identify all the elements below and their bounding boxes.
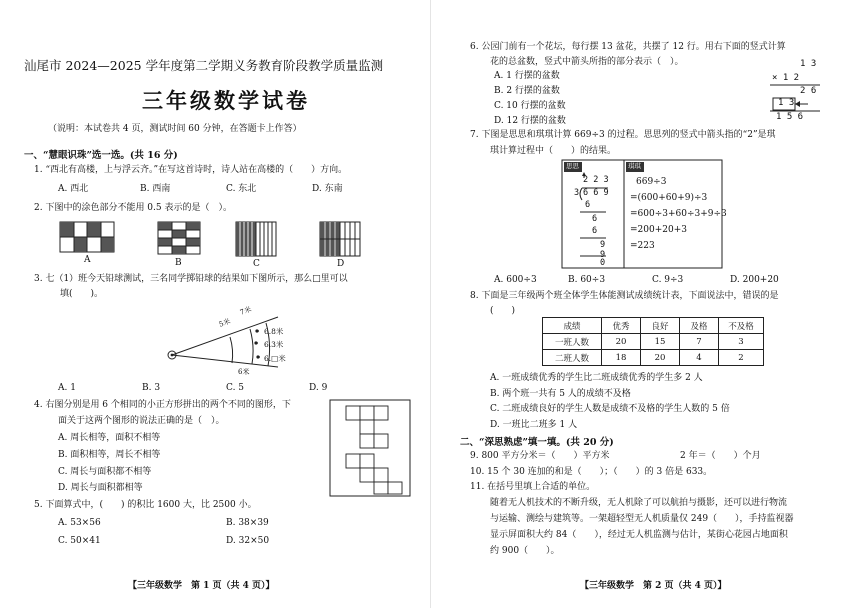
q8-text-2: ( ) bbox=[490, 306, 516, 316]
q5-option-c: C. 50×41 bbox=[58, 536, 101, 546]
q2-label-a: A bbox=[84, 255, 91, 265]
table-cell: 20 bbox=[641, 350, 680, 366]
q1-text: 1. “西北有高楼，上与浮云齐。”在写这首诗时，诗人站在高楼的（ ）方向。 bbox=[34, 165, 348, 175]
q7-division-step: 9 bbox=[600, 240, 606, 250]
q3-option-d: D. 9 bbox=[309, 383, 328, 393]
q6-option-a: A. 1 行摆的盆数 bbox=[494, 71, 560, 81]
q2-figure-c bbox=[236, 222, 276, 256]
table-header-cell: 良好 bbox=[641, 318, 680, 334]
q7-division-step: 0 bbox=[600, 258, 606, 268]
q6-calc-row-5: 1 5 6 bbox=[776, 112, 804, 122]
q4-option-c: C. 周长与面积都不相等 bbox=[58, 467, 152, 477]
q3-option-c: C. 5 bbox=[226, 383, 245, 393]
q9-part-2: 2 年＝（ ）个月 bbox=[680, 451, 761, 461]
section-1-title: 一、“慧眼识珠”选一选。(共 16 分) bbox=[24, 150, 178, 161]
section-2-title: 二、“深思熟虑”填一填。(共 20 分) bbox=[460, 437, 614, 448]
q6-option-c: C. 10 行摆的盆数 bbox=[494, 101, 566, 111]
q6-calc-row-4: 1 3 bbox=[778, 98, 795, 108]
q1-option-d: D. 东南 bbox=[312, 184, 343, 194]
q4-text-1: 4. 右图分别是用 6 个相同的小正方形拼出的两个不同的图形，下 bbox=[34, 400, 291, 410]
q7-si-label: 思思 bbox=[566, 162, 579, 170]
q8-option-c: C. 二班成绩良好的学生人数是成绩不及格的学生人数的 5 倍 bbox=[490, 404, 730, 414]
q8-option-d: D. 一班比二班多 1 人 bbox=[490, 420, 578, 430]
q7-step: =(600+60+9)÷3 bbox=[630, 193, 708, 203]
table-cell: 二班人数 bbox=[543, 350, 602, 366]
q3-label-6-blank-m: 6.□米 bbox=[264, 354, 286, 363]
q6-option-d: D. 12 行摆的盆数 bbox=[494, 116, 566, 126]
table-cell: 3 bbox=[719, 334, 764, 350]
q7-option-b: B. 60÷3 bbox=[568, 275, 606, 285]
q4-option-b: B. 面积相等，周长不相等 bbox=[58, 450, 161, 460]
q7-division-step: 6 bbox=[585, 200, 591, 210]
q3-label-6-8m: 6.8米 bbox=[264, 327, 284, 336]
q1-option-a: A. 西北 bbox=[58, 184, 89, 194]
q3-option-b: B. 3 bbox=[142, 383, 161, 393]
table-cell: 7 bbox=[680, 334, 719, 350]
q7-division-divisor: 3 bbox=[574, 188, 580, 198]
table-cell: 15 bbox=[641, 334, 680, 350]
q9-part-1: 9. 800 平方分米＝（ ）平方米 bbox=[470, 451, 610, 461]
right-footer: 【三年级数学 第 2 页（共 4 页）】 bbox=[580, 581, 727, 591]
q7-step: =200+20+3 bbox=[630, 225, 687, 235]
q11-paragraph-line: 显示屏面积大约 84（ ），经过无人机监测与估计，某街心花园占地面积 bbox=[490, 530, 788, 540]
q8-score-table bbox=[542, 317, 764, 366]
q6-option-b: B. 2 行摆的盆数 bbox=[494, 86, 560, 96]
q1-option-c: C. 东北 bbox=[226, 184, 257, 194]
table-cell: 2 bbox=[719, 350, 764, 366]
page-title: 三年级数学试卷 bbox=[142, 88, 310, 113]
q7-division-quotient: 2 2 3 bbox=[583, 175, 609, 185]
q6-text-1: 6. 公园门前有一个花坛，每行摆 13 盆花，共摆了 12 行。用右下面的竖式计算 bbox=[470, 42, 786, 52]
table-header-row bbox=[543, 318, 764, 334]
q11-text: 11. 在括号里填上合适的单位。 bbox=[470, 482, 596, 492]
q2-label-d: D bbox=[337, 259, 345, 269]
q7-qi-label: 琪琪 bbox=[628, 162, 641, 170]
table-cell: 20 bbox=[602, 334, 641, 350]
q6-calc-row-2: × 1 2 bbox=[772, 73, 800, 83]
table-header-cell: 及格 bbox=[680, 318, 719, 334]
q6-text-2: 花的总盆数，竖式中箭头所指的部分表示（ ）。 bbox=[490, 57, 684, 67]
q8-text-1: 8. 下面是三年级两个班全体学生体能测试成绩统计表，下面说法中，错误的是 bbox=[470, 291, 779, 301]
table-header-cell: 不及格 bbox=[719, 318, 764, 334]
q7-division-step: 6 bbox=[592, 226, 598, 236]
q5-option-d: D. 32×50 bbox=[226, 536, 270, 546]
q2-label-c: C bbox=[253, 259, 260, 269]
q3-label-6-3m: 6.3米 bbox=[264, 340, 284, 349]
q7-option-d: D. 200+20 bbox=[730, 275, 779, 285]
q6-calc-row-1: 1 3 bbox=[800, 59, 817, 69]
q11-paragraph-line: 约 900（ ）。 bbox=[490, 546, 560, 556]
q2-label-b: B bbox=[175, 258, 182, 268]
q3-text-2: 填( )。 bbox=[60, 289, 104, 299]
q7-division-dividend: 6 6 9 bbox=[583, 188, 609, 198]
table-header-cell: 优秀 bbox=[602, 318, 641, 334]
table-cell: 18 bbox=[602, 350, 641, 366]
q2-figure-b bbox=[158, 222, 200, 254]
q3-shotput-figure bbox=[160, 305, 310, 377]
q3-label-5m: 5米 bbox=[217, 317, 232, 329]
q3-text-1: 3. 七（1）班今天铅球测试，三名同学掷铅球的结果如下图所示，那么□里可以 bbox=[34, 274, 348, 284]
q2-figure-d bbox=[320, 222, 360, 256]
q8-option-a: A. 一班成绩优秀的学生比二班成绩优秀的学生多 2 人 bbox=[490, 373, 703, 383]
q2-text: 2. 下图中的涂色部分不能用 0.5 表示的是（ ）。 bbox=[34, 203, 232, 213]
table-cell: 一班人数 bbox=[543, 334, 602, 350]
table-header-cell: 成绩 bbox=[543, 318, 602, 334]
q1-option-b: B. 西南 bbox=[140, 184, 171, 194]
q5-option-b: B. 38×39 bbox=[226, 518, 269, 528]
q7-option-c: C. 9÷3 bbox=[652, 275, 684, 285]
q3-label-6m: 6米 bbox=[238, 368, 250, 376]
q7-step: =223 bbox=[630, 241, 655, 251]
q7-text-2: 琪计算过程中（ ）的结果。 bbox=[490, 146, 617, 156]
q10-text: 10. 15 个 30 连加的和是（ ）；（ ）的 3 倍是 633。 bbox=[470, 467, 713, 477]
table-cell: 4 bbox=[680, 350, 719, 366]
q4-text-2: 面关于这两个图形的说法正确的是（ ）。 bbox=[58, 416, 225, 426]
q6-calc-row-3: 2 6 bbox=[800, 86, 817, 96]
table-row bbox=[543, 334, 764, 350]
q7-division-step: 9 bbox=[600, 250, 606, 260]
q7-division-step: 6 bbox=[592, 214, 598, 224]
q4-option-d: D. 周长与面积都相等 bbox=[58, 483, 143, 493]
q7-step: 669÷3 bbox=[636, 177, 667, 187]
q8-option-b: B. 两个班一共有 5 人的成绩不及格 bbox=[490, 389, 631, 399]
page-divider bbox=[430, 0, 431, 608]
exam-note: （说明：本试卷共 4 页，测试时间 60 分钟，在答题卡上作答） bbox=[48, 124, 302, 134]
q4-squares-figure bbox=[330, 400, 410, 496]
table-row bbox=[543, 350, 764, 366]
q2-figure-a bbox=[60, 222, 114, 252]
q11-paragraph-line: 与运输、测绘与建筑等。一架超轻型无人机质量仅 249（ ），手持监视器 bbox=[490, 514, 794, 524]
q11-paragraph-line: 随着无人机技术的不断升级，无人机除了可以航拍与摄影，还可以进行物流 bbox=[490, 498, 788, 508]
q5-option-a: A. 53×56 bbox=[58, 518, 101, 528]
exam-header: 汕尾市 2024—2025 学年度第二学期义务教育阶段教学质量监测 bbox=[24, 58, 384, 73]
q7-option-a: A. 600÷3 bbox=[494, 275, 537, 285]
q3-option-a: A. 1 bbox=[58, 383, 76, 393]
q3-label-7m: 7米 bbox=[238, 305, 253, 317]
q4-option-a: A. 周长相等，面积不相等 bbox=[58, 433, 161, 443]
q7-step: =600÷3+60÷3+9÷3 bbox=[630, 209, 727, 219]
q5-text: 5. 下面算式中，( ) 的积比 1600 大，比 2500 小。 bbox=[34, 500, 257, 510]
left-footer: 【三年级数学 第 1 页（共 4 页）】 bbox=[128, 581, 275, 591]
q7-text-1: 7. 下图是思思和琪琪计算 669÷3 的过程。思思列的竖式中箭头指的“2”是琪 bbox=[470, 130, 776, 140]
